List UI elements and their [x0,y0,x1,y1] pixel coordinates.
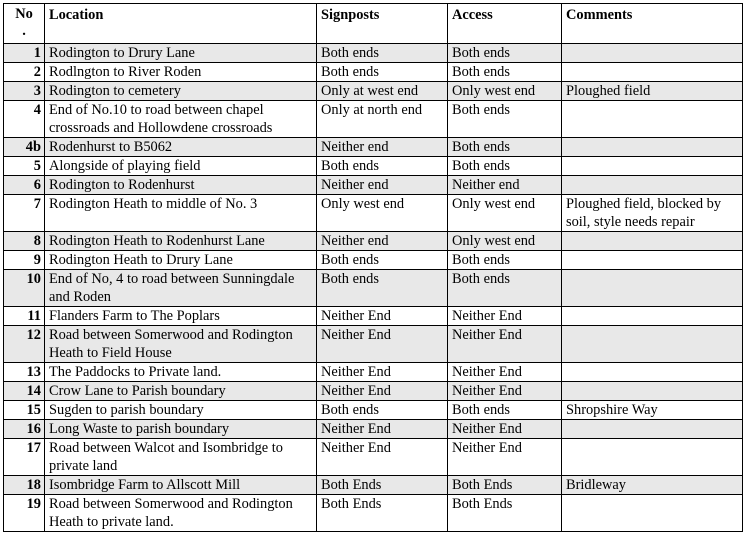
cell-comments [562,176,743,195]
cell-comments [562,251,743,270]
cell-signposts: Neither End [317,439,448,476]
cell-comments [562,270,743,307]
table-row [4,232,743,251]
cell-comments [562,101,743,138]
cell-signposts: Neither End [317,363,448,382]
cell-no: 7 [4,195,45,232]
cell-access: Both Ends [448,476,562,495]
cell-comments [562,439,743,476]
cell-location: Crow Lane to Parish boundary [45,382,317,401]
cell-no: 16 [4,420,45,439]
cell-signposts: Neither end [317,232,448,251]
header-row [4,4,743,44]
cell-location: End of No.10 to road between chapel crossroads and Hollowdene crossroads [45,101,317,138]
cell-comments [562,232,743,251]
cell-comments [562,326,743,363]
cell-access: Both ends [448,44,562,63]
table-row [4,63,743,82]
cell-no: 6 [4,176,45,195]
cell-no: 13 [4,363,45,382]
table-row [4,101,743,138]
cell-access: Neither End [448,326,562,363]
cell-no: 19 [4,495,45,532]
cell-comments [562,382,743,401]
table-row [4,495,743,532]
cell-access: Both ends [448,251,562,270]
table-row [4,439,743,476]
cell-signposts: Both ends [317,401,448,420]
table-row [4,307,743,326]
cell-comments [562,495,743,532]
cell-location: Rodington Heath to Rodenhurst Lane [45,232,317,251]
cell-access: Neither end [448,176,562,195]
cell-no: 15 [4,401,45,420]
cell-location: Flanders Farm to The Poplars [45,307,317,326]
header-location: Location [45,4,317,44]
cell-no: 12 [4,326,45,363]
cell-access: Neither End [448,363,562,382]
cell-access: Both ends [448,157,562,176]
cell-access: Both ends [448,138,562,157]
cell-access: Neither End [448,420,562,439]
cell-no: 1 [4,44,45,63]
cell-signposts: Both ends [317,157,448,176]
cell-comments [562,363,743,382]
cell-signposts: Only west end [317,195,448,232]
table-row [4,195,743,232]
cell-location: Road between Walcot and Isombridge to private land [45,439,317,476]
cell-location: Rodington to Drury Lane [45,44,317,63]
cell-signposts: Both ends [317,63,448,82]
cell-location: Rodlngton to River Roden [45,63,317,82]
cell-no: 4 [4,101,45,138]
cell-access: Only west end [448,195,562,232]
table-row [4,251,743,270]
cell-location: Rodington Heath to Drury Lane [45,251,317,270]
table-row [4,476,743,495]
cell-location: Road between Somerwood and Rodington Heath to private land. [45,495,317,532]
cell-location: The Paddocks to Private land. [45,363,317,382]
cell-signposts: Only at west end [317,82,448,101]
cell-access: Neither End [448,439,562,476]
cell-signposts: Only at north end [317,101,448,138]
table-row [4,363,743,382]
cell-location: Road between Somerwood and Rodington Heath to Field House [45,326,317,363]
cell-access: Both ends [448,270,562,307]
cell-location: Rodenhurst to B5062 [45,138,317,157]
cell-access: Both ends [448,101,562,138]
cell-location: Isombridge Farm to Allscott Mill [45,476,317,495]
table-row [4,176,743,195]
cell-comments [562,44,743,63]
cell-signposts: Both ends [317,44,448,63]
cell-no: 8 [4,232,45,251]
cell-signposts: Both Ends [317,476,448,495]
cell-access: Only west end [448,82,562,101]
cell-comments [562,138,743,157]
table-row [4,44,743,63]
cell-access: Neither End [448,382,562,401]
cell-location: Rodington to cemetery [45,82,317,101]
cell-comments [562,307,743,326]
cell-comments [562,157,743,176]
cell-location: Long Waste to parish boundary [45,420,317,439]
cell-no: 4b [4,138,45,157]
cell-no: 17 [4,439,45,476]
cell-signposts: Both ends [317,251,448,270]
cell-location: Rodington Heath to middle of No. 3 [45,195,317,232]
table-row [4,138,743,157]
cell-signposts: Both ends [317,270,448,307]
cell-no: 3 [4,82,45,101]
footpaths-table [3,3,743,532]
cell-location: End of No, 4 to road between Sunningdale and Roden [45,270,317,307]
table-row [4,326,743,363]
cell-access: Only west end [448,232,562,251]
cell-location: Rodington to Rodenhurst [45,176,317,195]
cell-signposts: Neither End [317,326,448,363]
cell-location: Alongside of playing field [45,157,317,176]
table-row [4,401,743,420]
cell-access: Neither End [448,307,562,326]
cell-location: Sugden to parish boundary [45,401,317,420]
table-row [4,157,743,176]
header-access: Access [448,4,562,44]
table-row [4,270,743,307]
cell-signposts: Neither end [317,138,448,157]
table-row [4,82,743,101]
table-row [4,420,743,439]
cell-no: 10 [4,270,45,307]
cell-comments: Shropshire Way [562,401,743,420]
cell-no: 5 [4,157,45,176]
table-row [4,382,743,401]
cell-no: 14 [4,382,45,401]
header-comments: Comments [562,4,743,44]
header-no: No . [4,4,45,44]
cell-access: Both ends [448,401,562,420]
cell-access: Both Ends [448,495,562,532]
cell-no: 11 [4,307,45,326]
cell-no: 2 [4,63,45,82]
cell-no: 9 [4,251,45,270]
cell-comments: Ploughed field, blocked by soil, style needs repair [562,195,743,232]
cell-signposts: Neither End [317,382,448,401]
cell-comments [562,63,743,82]
cell-comments: Ploughed field [562,82,743,101]
cell-signposts: Neither End [317,307,448,326]
cell-signposts: Neither end [317,176,448,195]
cell-access: Both ends [448,63,562,82]
cell-signposts: Both Ends [317,495,448,532]
cell-signposts: Neither End [317,420,448,439]
cell-comments [562,420,743,439]
cell-no: 18 [4,476,45,495]
cell-comments: Bridleway [562,476,743,495]
header-signposts: Signposts [317,4,448,44]
